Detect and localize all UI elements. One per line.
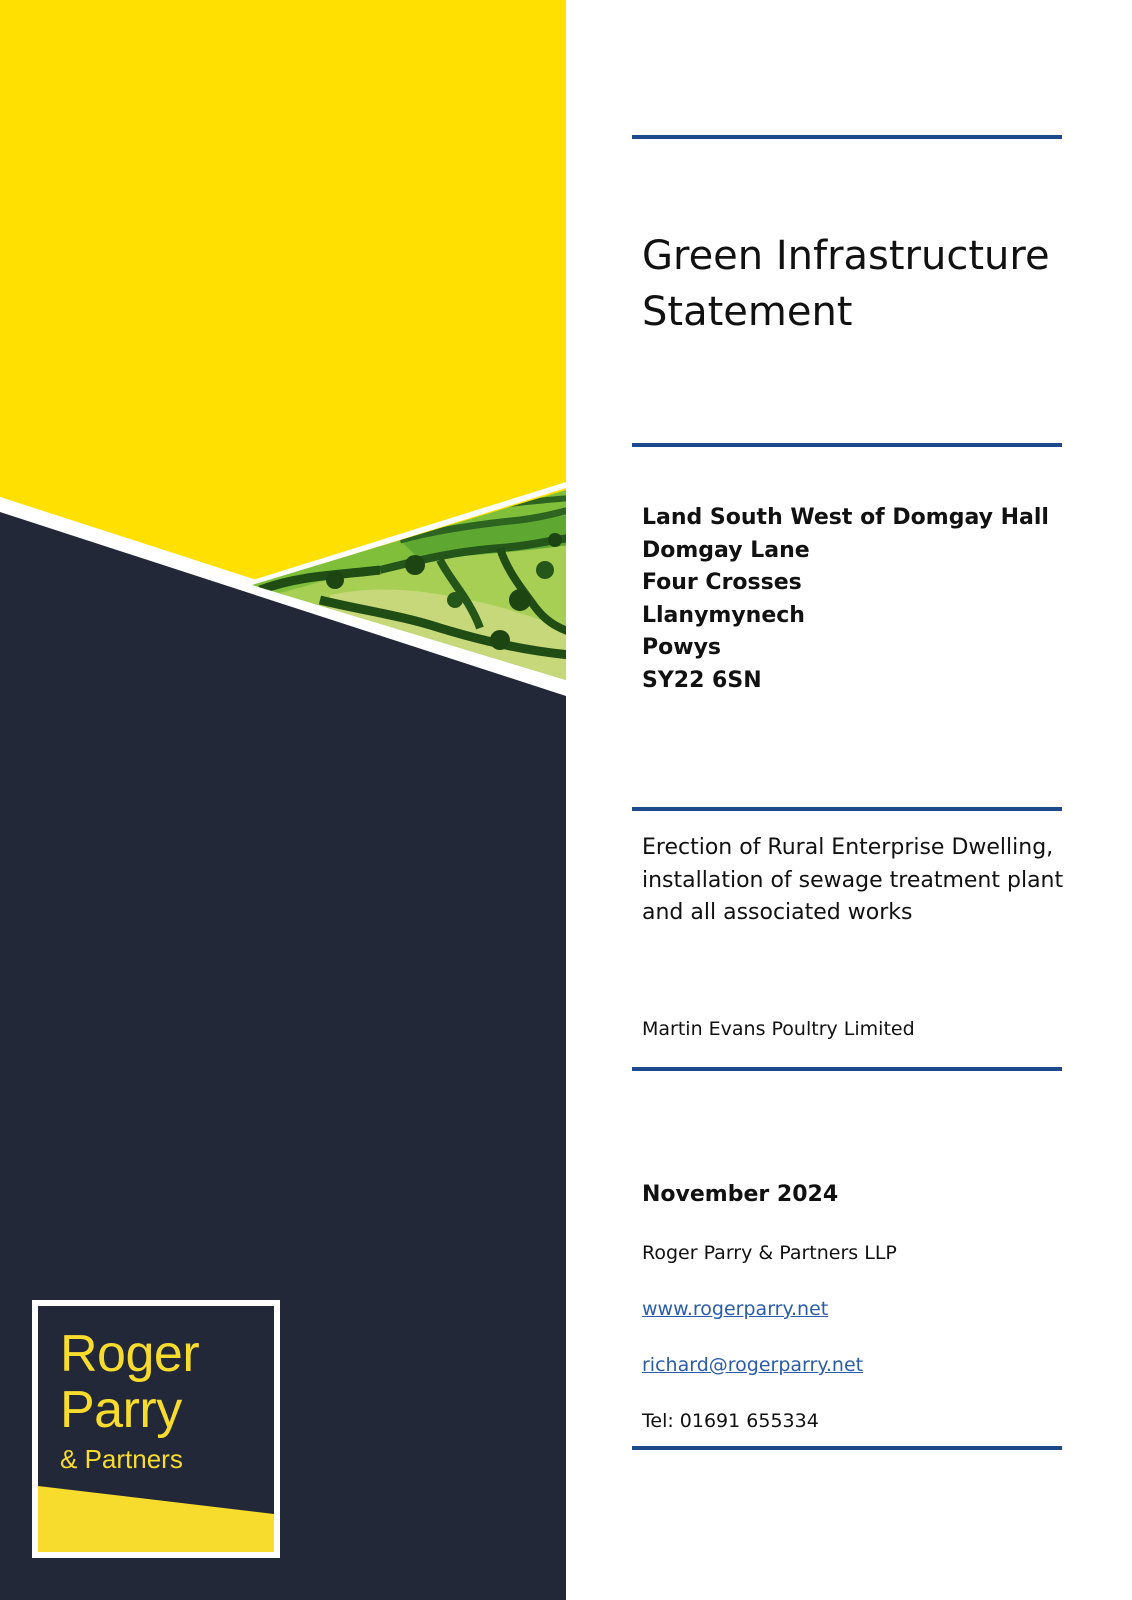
address-line: Four Crosses [642, 570, 802, 595]
divider-rule-4 [632, 1067, 1062, 1071]
telephone-number: Tel: 01691 655334 [642, 1410, 819, 1432]
address-line: SY22 6SN [642, 667, 762, 693]
logo-line-partners: & Partners [60, 1444, 183, 1474]
site-address [642, 502, 1112, 697]
divider-rule-2 [632, 443, 1062, 447]
company-logo [32, 1300, 280, 1558]
logo-line-parry: Parry [60, 1381, 182, 1439]
address-line: Powys [642, 635, 721, 660]
logo-wordmark [60, 1326, 199, 1476]
website-link[interactable]: www.rogerparry.net [642, 1298, 829, 1320]
logo-yellow-wedge [38, 1472, 274, 1552]
client-name: Martin Evans Poultry Limited [642, 1018, 915, 1040]
title-line-2: Statement [642, 289, 853, 335]
firm-name: Roger Parry & Partners LLP [642, 1242, 897, 1264]
address-line: Llanymynech [642, 602, 805, 628]
document-title [642, 228, 1102, 340]
proposal-description: Erection of Rural Enterprise Dwelling, installation of sewage treatment plant and all associated works [642, 835, 1064, 925]
address-line: Domgay Lane [642, 537, 810, 563]
logo-line-roger: Roger [60, 1325, 200, 1383]
divider-rule-3 [632, 807, 1062, 811]
email-link[interactable]: richard@rogerparry.net [642, 1354, 864, 1376]
title-line-1: Green Infrastructure [642, 233, 1050, 279]
divider-rule-1 [632, 135, 1062, 139]
divider-rule-5 [632, 1446, 1062, 1450]
address-line: Land South West of Domgay Hall [642, 505, 1049, 530]
document-date: November 2024 [642, 1182, 839, 1207]
